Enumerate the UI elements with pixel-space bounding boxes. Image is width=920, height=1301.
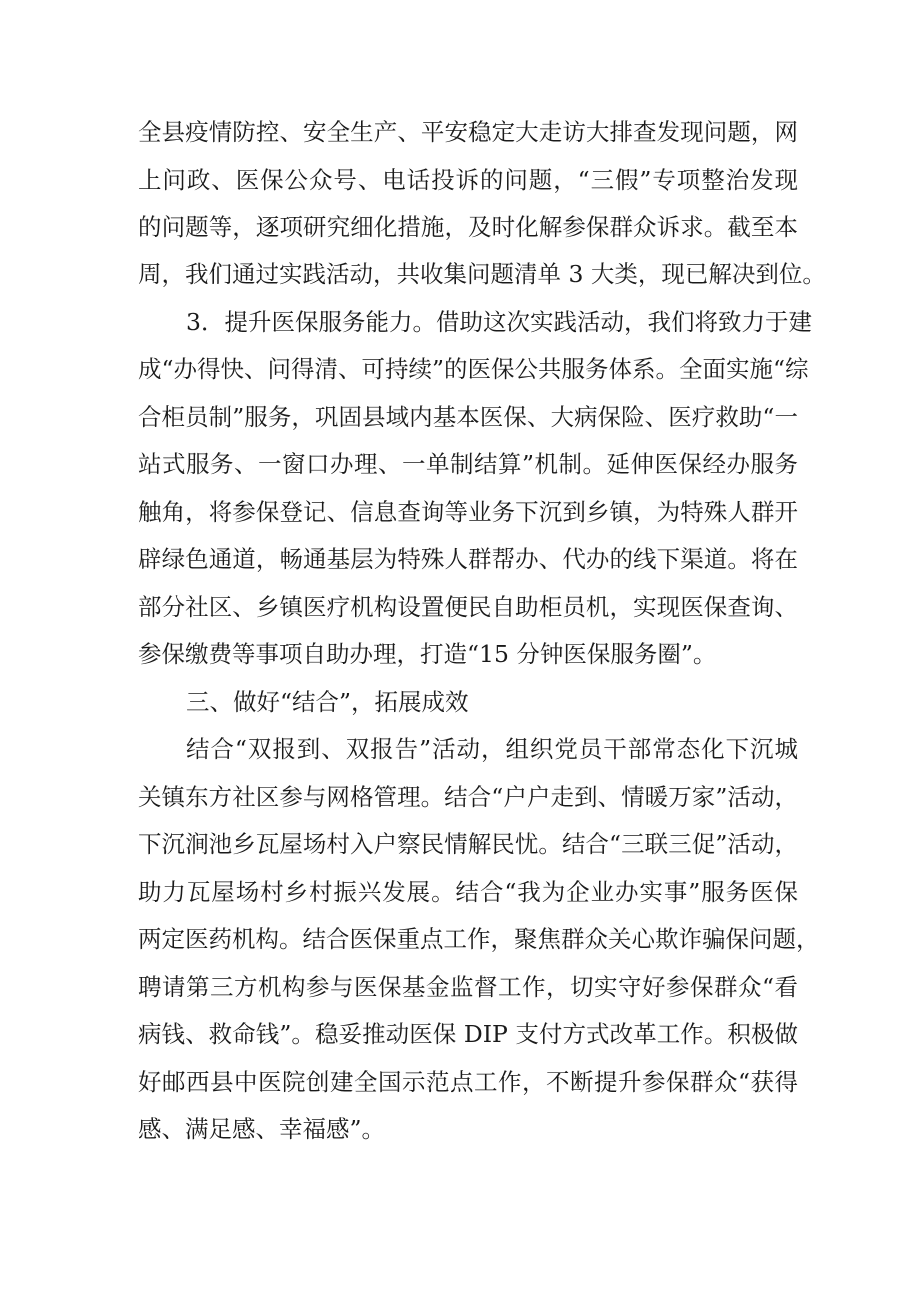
paragraph-line: 感、满足感、幸福感”。 [138,1115,386,1143]
paragraph-line: 部分社区、乡镇医疗机构设置便民自助柜员机，实现医保查询、 [138,593,798,621]
paragraph-line: 下沉涧池乡瓦屋场村入户察民情解民忧。结合“三联三促”活动， [138,830,798,858]
paragraph-line: 合柜员制”服务，巩固县域内基本医保、大病保险、医疗救助“一 [138,403,798,431]
paragraph-line: 参保缴费等事项自助办理，打造“15 分钟医保服务圈”。 [138,640,717,668]
paragraph-line: 好邮西县中医院创建全国示范点工作，不断提升参保群众“获得 [138,1068,798,1096]
paragraph-line: 的问题等，逐项研究细化措施，及时化解参保群众诉求。截至本 [138,213,798,241]
paragraph-line: 站式服务、一窗口办理、一单制结算”机制。延伸医保经办服务 [138,450,798,478]
paragraph-line: 助力瓦屋场村乡村振兴发展。结合“我为企业办实事”服务医保 [138,878,798,906]
paragraph-line: 聘请第三方机构参与医保基金监督工作，切实守好参保群众“看 [138,973,798,1001]
paragraph-line: 上问政、医保公众号、电话投诉的问题，“三假”专项整治发现 [138,166,798,194]
paragraph-line: 触角，将参保登记、信息查询等业务下沉到乡镇，为特殊人群开 [138,498,798,526]
paragraph-line: 3．提升医保服务能力。借助这次实践活动，我们将致力于建 [186,308,812,336]
paragraph-line: 病钱、救命钱”。稳妥推动医保 DIP 支付方式改革工作。积极做 [138,1020,798,1048]
paragraph-line: 周，我们通过实践活动，共收集问题清单 3 大类，现已解决到位。 [138,260,826,288]
paragraph-line: 两定医药机构。结合医保重点工作，聚焦群众关心欺诈骗保问题， [138,925,820,953]
paragraph-line: 辟绿色通道，畅通基层为特殊人群帮办、代办的线下渠道。将在 [138,545,798,573]
paragraph-line: 关镇东方社区参与网格管理。结合“户户走到、情暖万家”活动， [138,783,798,811]
paragraph-line: 成“办得快、问得清、可持续”的医保公共服务体系。全面实施“综 [138,355,809,383]
paragraph-line: 结合“双报到、双报告”活动，组织党员干部常态化下沉城 [186,735,798,763]
paragraph-line: 全县疫情防控、安全生产、平安稳定大走访大排查发现问题，网 [138,118,798,146]
section-heading: 三、做好“结合”，拓展成效 [186,688,469,716]
